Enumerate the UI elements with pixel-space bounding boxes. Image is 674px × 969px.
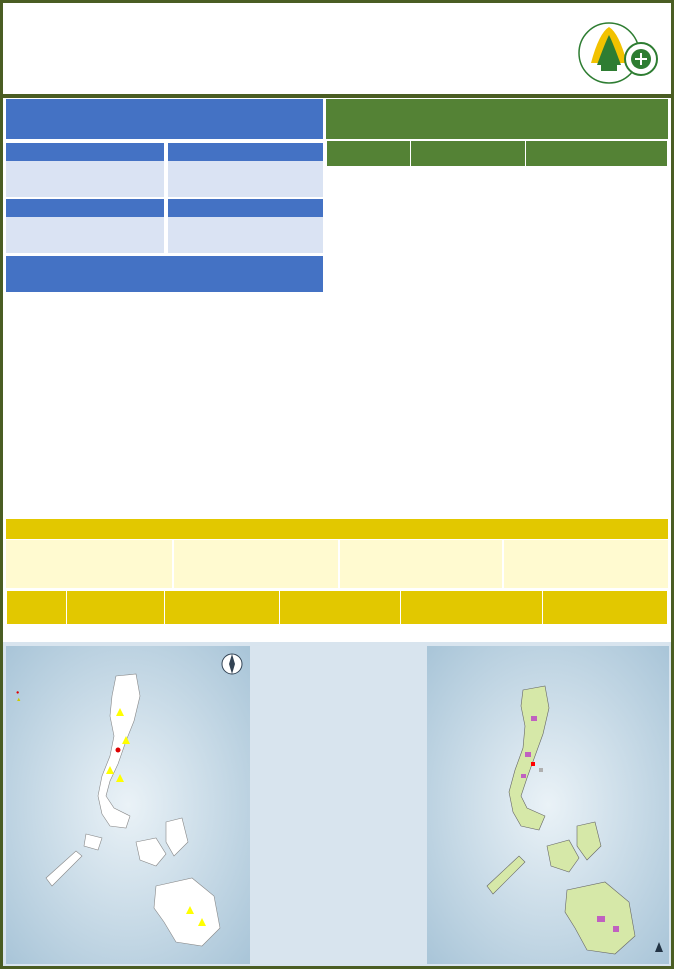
region-count-label — [6, 143, 164, 161]
ongoing-col-province — [66, 591, 164, 625]
ongoing-col-subtype — [543, 591, 668, 625]
ongoing-barangay-box — [504, 540, 668, 588]
recovered-col-region — [327, 141, 411, 167]
infographic-page — [3, 3, 671, 966]
spot-map-graphic — [6, 646, 250, 964]
recovered-col-memo — [526, 141, 668, 167]
recovered-heading — [326, 99, 668, 139]
resolved-triangle-icon: ▲ — [16, 697, 22, 703]
department-of-agriculture-logo — [561, 13, 661, 87]
spot-map — [6, 646, 250, 964]
recovered-table — [326, 140, 668, 167]
spot-map-legend-ongoing — [16, 690, 19, 696]
remaining-areas-header-row — [6, 274, 323, 292]
ongoing-col-region — [7, 591, 67, 625]
province-count-value — [168, 161, 323, 197]
ongoing-region-box — [6, 540, 172, 588]
remaining-areas-heading — [6, 256, 323, 274]
header — [3, 3, 671, 95]
status-map-graphic — [427, 646, 669, 964]
ongoing-col-farmers — [401, 591, 543, 625]
city-count-label — [6, 199, 164, 217]
region-count-value — [6, 161, 164, 197]
barangay-count-label — [168, 199, 323, 217]
ongoing-table — [6, 590, 668, 625]
ongoing-heading — [6, 519, 668, 539]
status-map — [427, 646, 669, 964]
ongoing-col-city — [164, 591, 279, 625]
province-count-label — [168, 143, 323, 161]
remaining-counts-heading — [6, 99, 323, 139]
recovered-col-province — [410, 141, 526, 167]
ongoing-dot-icon: ● — [16, 690, 20, 696]
ongoing-col-species — [279, 591, 401, 625]
city-count-value — [6, 217, 164, 253]
spot-map-legend-resolved — [16, 697, 21, 703]
barangay-count-value — [168, 217, 323, 253]
ongoing-header-row — [7, 591, 668, 625]
recovered-header-row — [327, 141, 668, 167]
ongoing-city-box — [340, 540, 502, 588]
ongoing-province-box — [174, 540, 338, 588]
header-divider — [3, 94, 671, 98]
